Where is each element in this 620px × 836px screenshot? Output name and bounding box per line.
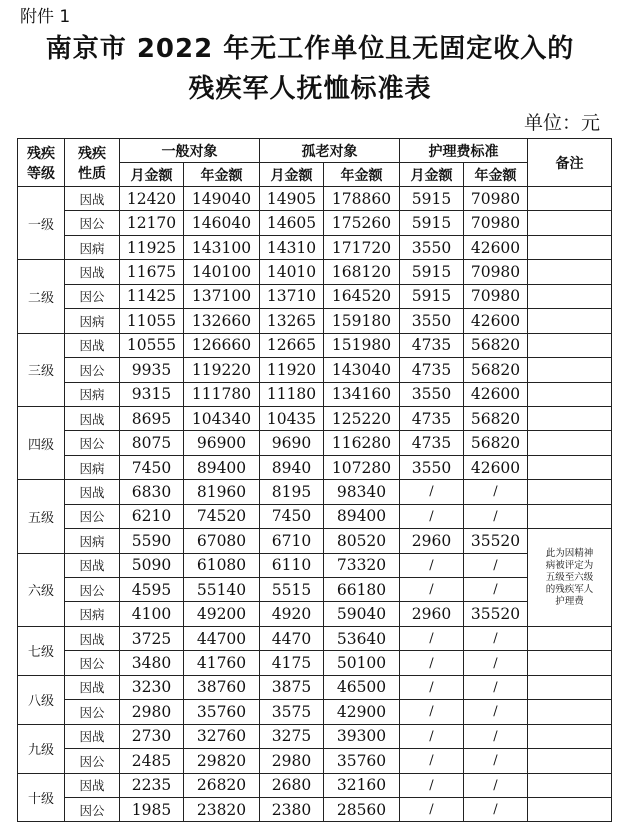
remark-cell: [528, 724, 612, 748]
table-row: [18, 431, 612, 455]
general-annual-cell: 67080: [184, 529, 260, 553]
general-annual-cell: 104340: [184, 406, 260, 430]
general-monthly-cell: 11055: [120, 309, 184, 333]
lonely-annual-cell: 39300: [324, 724, 400, 748]
nature-cell: 因公: [65, 797, 120, 821]
nature-cell: 因病: [65, 309, 120, 333]
nursing-monthly-cell: /: [400, 700, 464, 724]
document-title-line1: 南京市 2022 年无工作单位且无固定收入的: [45, 34, 575, 64]
nature-cell: 因战: [65, 553, 120, 577]
general-annual-cell: 74520: [184, 504, 260, 528]
nature-cell: 因战: [65, 187, 120, 211]
nursing-monthly-cell: 3550: [400, 309, 464, 333]
general-monthly-cell: 12170: [120, 211, 184, 235]
general-annual-cell: 132660: [184, 309, 260, 333]
nature-cell: 因战: [65, 626, 120, 650]
remark-cell: [528, 455, 612, 479]
remark-cell: [528, 749, 612, 773]
table-row: [18, 749, 612, 773]
general-annual-cell: 137100: [184, 284, 260, 308]
general-monthly-cell: 3725: [120, 626, 184, 650]
header-nature-line2: 性质: [78, 165, 106, 182]
nursing-annual-cell: /: [464, 578, 528, 602]
general-annual-cell: 140100: [184, 260, 260, 284]
general-annual-cell: 119220: [184, 358, 260, 382]
lonely-annual-cell: 42900: [324, 700, 400, 724]
grade-cell: 九级: [18, 724, 65, 773]
general-annual-cell: 41760: [184, 651, 260, 675]
nursing-annual-cell: /: [464, 700, 528, 724]
general-annual-cell: 49200: [184, 602, 260, 626]
remark-cell: [528, 504, 612, 528]
general-annual-cell: 55140: [184, 578, 260, 602]
nursing-annual-cell: 56820: [464, 431, 528, 455]
unit-label: 单位：元: [523, 112, 600, 134]
lonely-monthly-cell: 2980: [260, 749, 324, 773]
lonely-monthly-cell: 12665: [260, 333, 324, 357]
nursing-annual-cell: /: [464, 504, 528, 528]
lonely-annual-cell: 59040: [324, 602, 400, 626]
remark-cell: [528, 260, 612, 284]
grade-cell: 十级: [18, 773, 65, 822]
grade-cell: 一级: [18, 187, 65, 260]
table-row: [18, 578, 612, 602]
general-monthly-cell: 2485: [120, 749, 184, 773]
table-row: [18, 406, 612, 430]
nursing-annual-cell: 56820: [464, 333, 528, 357]
lonely-annual-cell: 32160: [324, 773, 400, 797]
nursing-annual-cell: 70980: [464, 211, 528, 235]
remark-cell: [528, 382, 612, 406]
lonely-monthly-cell: 7450: [260, 504, 324, 528]
general-annual-cell: 61080: [184, 553, 260, 577]
nature-cell: 因病: [65, 235, 120, 259]
nature-cell: 因公: [65, 211, 120, 235]
table-row: [18, 553, 612, 577]
remark-cell: [528, 235, 612, 259]
nursing-monthly-cell: /: [400, 773, 464, 797]
lonely-monthly-cell: 2380: [260, 797, 324, 821]
table-row: [18, 529, 612, 553]
lonely-monthly-cell: 9690: [260, 431, 324, 455]
lonely-annual-cell: 143040: [324, 358, 400, 382]
header-nursing-monthly: 月金额: [400, 163, 464, 187]
general-annual-cell: 126660: [184, 333, 260, 357]
grade-cell: 六级: [18, 553, 65, 626]
lonely-annual-cell: 159180: [324, 309, 400, 333]
table-row: [18, 309, 612, 333]
table-row: [18, 797, 612, 821]
general-monthly-cell: 8695: [120, 406, 184, 430]
nursing-monthly-cell: 5915: [400, 187, 464, 211]
header-general: 一般对象: [120, 139, 260, 163]
remark-cell: [528, 187, 612, 211]
lonely-monthly-cell: 4920: [260, 602, 324, 626]
nursing-monthly-cell: 4735: [400, 333, 464, 357]
nursing-monthly-cell: 3550: [400, 382, 464, 406]
lonely-annual-cell: 171720: [324, 235, 400, 259]
lonely-monthly-cell: 14010: [260, 260, 324, 284]
nursing-annual-cell: 35520: [464, 529, 528, 553]
remark-cell: [528, 773, 612, 797]
nursing-monthly-cell: /: [400, 504, 464, 528]
table-row: [18, 675, 612, 699]
nursing-annual-cell: /: [464, 553, 528, 577]
general-monthly-cell: 3230: [120, 675, 184, 699]
table-row: [18, 626, 612, 650]
general-monthly-cell: 6210: [120, 504, 184, 528]
general-monthly-cell: 5090: [120, 553, 184, 577]
lonely-monthly-cell: 14905: [260, 187, 324, 211]
nursing-monthly-cell: /: [400, 724, 464, 748]
nature-cell: 因战: [65, 724, 120, 748]
lonely-annual-cell: 73320: [324, 553, 400, 577]
nursing-annual-cell: 35520: [464, 602, 528, 626]
nature-cell: 因公: [65, 284, 120, 308]
compensation-table: [17, 138, 612, 822]
table-row: [18, 773, 612, 797]
lonely-monthly-cell: 4470: [260, 626, 324, 650]
lonely-monthly-cell: 8195: [260, 480, 324, 504]
lonely-annual-cell: 107280: [324, 455, 400, 479]
nature-cell: 因战: [65, 675, 120, 699]
general-monthly-cell: 1985: [120, 797, 184, 821]
header-grade-line1: 残疾: [27, 145, 55, 162]
general-monthly-cell: 9935: [120, 358, 184, 382]
table-row: [18, 455, 612, 479]
general-monthly-cell: 11675: [120, 260, 184, 284]
table-row: [18, 187, 612, 211]
header-nursing: 护理费标准: [400, 139, 528, 163]
general-annual-cell: 89400: [184, 455, 260, 479]
general-annual-cell: 38760: [184, 675, 260, 699]
nursing-annual-cell: /: [464, 797, 528, 821]
lonely-monthly-cell: 11920: [260, 358, 324, 382]
table-row: [18, 700, 612, 724]
nursing-monthly-cell: /: [400, 651, 464, 675]
table-row: [18, 235, 612, 259]
header-lonely-monthly: 月金额: [260, 163, 324, 187]
remark-cell: [528, 675, 612, 699]
general-monthly-cell: 10555: [120, 333, 184, 357]
general-monthly-cell: 5590: [120, 529, 184, 553]
nature-cell: 因战: [65, 333, 120, 357]
nursing-monthly-cell: /: [400, 626, 464, 650]
header-general-monthly: 月金额: [120, 163, 184, 187]
general-annual-cell: 81960: [184, 480, 260, 504]
nursing-annual-cell: 70980: [464, 284, 528, 308]
grade-cell: 三级: [18, 333, 65, 406]
nursing-annual-cell: /: [464, 773, 528, 797]
lonely-monthly-cell: 11180: [260, 382, 324, 406]
nursing-monthly-cell: 3550: [400, 235, 464, 259]
general-annual-cell: 23820: [184, 797, 260, 821]
nursing-annual-cell: 42600: [464, 309, 528, 333]
nursing-monthly-cell: 3550: [400, 455, 464, 479]
grade-cell: 四级: [18, 406, 65, 479]
nursing-monthly-cell: 2960: [400, 602, 464, 626]
remark-cell: [528, 431, 612, 455]
nature-cell: 因病: [65, 455, 120, 479]
remark-note-cell: [528, 529, 612, 627]
nursing-monthly-cell: 5915: [400, 260, 464, 284]
header-lonely-annual: 年金额: [324, 163, 400, 187]
general-annual-cell: 35760: [184, 700, 260, 724]
remark-cell: [528, 309, 612, 333]
nursing-annual-cell: 42600: [464, 382, 528, 406]
nursing-monthly-cell: /: [400, 553, 464, 577]
lonely-monthly-cell: 13710: [260, 284, 324, 308]
nursing-monthly-cell: 4735: [400, 358, 464, 382]
header-general-annual: 年金额: [184, 163, 260, 187]
lonely-annual-cell: 151980: [324, 333, 400, 357]
table-row: [18, 480, 612, 504]
nursing-annual-cell: 70980: [464, 187, 528, 211]
remark-cell: [528, 284, 612, 308]
lonely-annual-cell: 28560: [324, 797, 400, 821]
general-monthly-cell: 12420: [120, 187, 184, 211]
lonely-annual-cell: 125220: [324, 406, 400, 430]
lonely-annual-cell: 134160: [324, 382, 400, 406]
nursing-annual-cell: 42600: [464, 455, 528, 479]
nursing-annual-cell: /: [464, 651, 528, 675]
lonely-monthly-cell: 6710: [260, 529, 324, 553]
general-monthly-cell: 4595: [120, 578, 184, 602]
header-nature: [65, 139, 120, 187]
general-annual-cell: 26820: [184, 773, 260, 797]
lonely-annual-cell: 80520: [324, 529, 400, 553]
grade-cell: 七级: [18, 626, 65, 675]
table-body: [18, 187, 612, 822]
nursing-monthly-cell: /: [400, 797, 464, 821]
nursing-monthly-cell: /: [400, 675, 464, 699]
nature-cell: 因病: [65, 382, 120, 406]
nature-cell: 因公: [65, 749, 120, 773]
attachment-label: 附件 1: [20, 7, 71, 27]
nursing-monthly-cell: 4735: [400, 431, 464, 455]
table-row: [18, 382, 612, 406]
general-annual-cell: 143100: [184, 235, 260, 259]
general-annual-cell: 111780: [184, 382, 260, 406]
remark-cell: [528, 333, 612, 357]
lonely-annual-cell: 66180: [324, 578, 400, 602]
general-annual-cell: 96900: [184, 431, 260, 455]
nursing-monthly-cell: /: [400, 480, 464, 504]
table-row: [18, 651, 612, 675]
lonely-annual-cell: 50100: [324, 651, 400, 675]
nature-cell: 因战: [65, 260, 120, 284]
table-row: [18, 358, 612, 382]
general-monthly-cell: 11925: [120, 235, 184, 259]
lonely-monthly-cell: 3275: [260, 724, 324, 748]
nature-cell: 因公: [65, 651, 120, 675]
lonely-monthly-cell: 2680: [260, 773, 324, 797]
nature-cell: 因病: [65, 602, 120, 626]
nursing-monthly-cell: /: [400, 749, 464, 773]
nursing-annual-cell: 56820: [464, 406, 528, 430]
table-row: [18, 504, 612, 528]
nature-cell: 因公: [65, 358, 120, 382]
lonely-annual-cell: 175260: [324, 211, 400, 235]
nature-cell: 因公: [65, 578, 120, 602]
nursing-annual-cell: /: [464, 675, 528, 699]
general-monthly-cell: 7450: [120, 455, 184, 479]
grade-cell: 二级: [18, 260, 65, 333]
nature-cell: 因病: [65, 529, 120, 553]
table-row: [18, 602, 612, 626]
header-remark: 备注: [528, 139, 612, 187]
nursing-monthly-cell: /: [400, 578, 464, 602]
nursing-monthly-cell: 4735: [400, 406, 464, 430]
nature-cell: 因战: [65, 480, 120, 504]
remark-cell: [528, 358, 612, 382]
document-title-line2: 残疾军人抚恤标准表: [188, 74, 432, 104]
lonely-monthly-cell: 6110: [260, 553, 324, 577]
remark-cell: [528, 211, 612, 235]
table-row: [18, 211, 612, 235]
lonely-monthly-cell: 3575: [260, 700, 324, 724]
remark-cell: [528, 797, 612, 821]
remark-cell: [528, 406, 612, 430]
header-nursing-annual: 年金额: [464, 163, 528, 187]
nature-cell: 因公: [65, 504, 120, 528]
remark-note-text: 此为因精神病被评定为五级至六级的残疾军人护理费: [545, 547, 594, 607]
nursing-annual-cell: 70980: [464, 260, 528, 284]
general-annual-cell: 149040: [184, 187, 260, 211]
lonely-annual-cell: 116280: [324, 431, 400, 455]
lonely-annual-cell: 164520: [324, 284, 400, 308]
lonely-monthly-cell: 14310: [260, 235, 324, 259]
lonely-annual-cell: 178860: [324, 187, 400, 211]
table-row: [18, 260, 612, 284]
lonely-monthly-cell: 5515: [260, 578, 324, 602]
nursing-annual-cell: 56820: [464, 358, 528, 382]
lonely-annual-cell: 89400: [324, 504, 400, 528]
general-monthly-cell: 6830: [120, 480, 184, 504]
nature-cell: 因战: [65, 773, 120, 797]
general-monthly-cell: 11425: [120, 284, 184, 308]
header-lonely: 孤老对象: [260, 139, 400, 163]
nursing-monthly-cell: 2960: [400, 529, 464, 553]
header-grade-line2: 等级: [27, 165, 55, 182]
remark-cell: [528, 700, 612, 724]
lonely-monthly-cell: 4175: [260, 651, 324, 675]
general-monthly-cell: 2235: [120, 773, 184, 797]
nature-cell: 因公: [65, 700, 120, 724]
general-monthly-cell: 4100: [120, 602, 184, 626]
general-annual-cell: 32760: [184, 724, 260, 748]
header-nature-line1: 残疾: [78, 145, 106, 162]
grade-cell: 五级: [18, 480, 65, 553]
lonely-monthly-cell: 13265: [260, 309, 324, 333]
grade-cell: 八级: [18, 675, 65, 724]
remark-cell: [528, 626, 612, 650]
lonely-annual-cell: 46500: [324, 675, 400, 699]
table-row: [18, 724, 612, 748]
general-monthly-cell: 3480: [120, 651, 184, 675]
nursing-annual-cell: /: [464, 480, 528, 504]
lonely-annual-cell: 98340: [324, 480, 400, 504]
lonely-monthly-cell: 3875: [260, 675, 324, 699]
header-grade: [18, 139, 65, 187]
general-monthly-cell: 2980: [120, 700, 184, 724]
general-monthly-cell: 2730: [120, 724, 184, 748]
remark-cell: [528, 651, 612, 675]
lonely-annual-cell: 53640: [324, 626, 400, 650]
general-annual-cell: 44700: [184, 626, 260, 650]
nursing-annual-cell: /: [464, 749, 528, 773]
general-annual-cell: 146040: [184, 211, 260, 235]
lonely-annual-cell: 168120: [324, 260, 400, 284]
table-row: [18, 284, 612, 308]
nature-cell: 因战: [65, 406, 120, 430]
general-monthly-cell: 9315: [120, 382, 184, 406]
general-annual-cell: 29820: [184, 749, 260, 773]
lonely-monthly-cell: 10435: [260, 406, 324, 430]
nursing-monthly-cell: 5915: [400, 211, 464, 235]
table-row: [18, 333, 612, 357]
nature-cell: 因公: [65, 431, 120, 455]
lonely-monthly-cell: 8940: [260, 455, 324, 479]
remark-cell: [528, 480, 612, 504]
nursing-annual-cell: 42600: [464, 235, 528, 259]
general-monthly-cell: 8075: [120, 431, 184, 455]
nursing-annual-cell: /: [464, 724, 528, 748]
nursing-annual-cell: /: [464, 626, 528, 650]
lonely-monthly-cell: 14605: [260, 211, 324, 235]
nursing-monthly-cell: 5915: [400, 284, 464, 308]
lonely-annual-cell: 35760: [324, 749, 400, 773]
